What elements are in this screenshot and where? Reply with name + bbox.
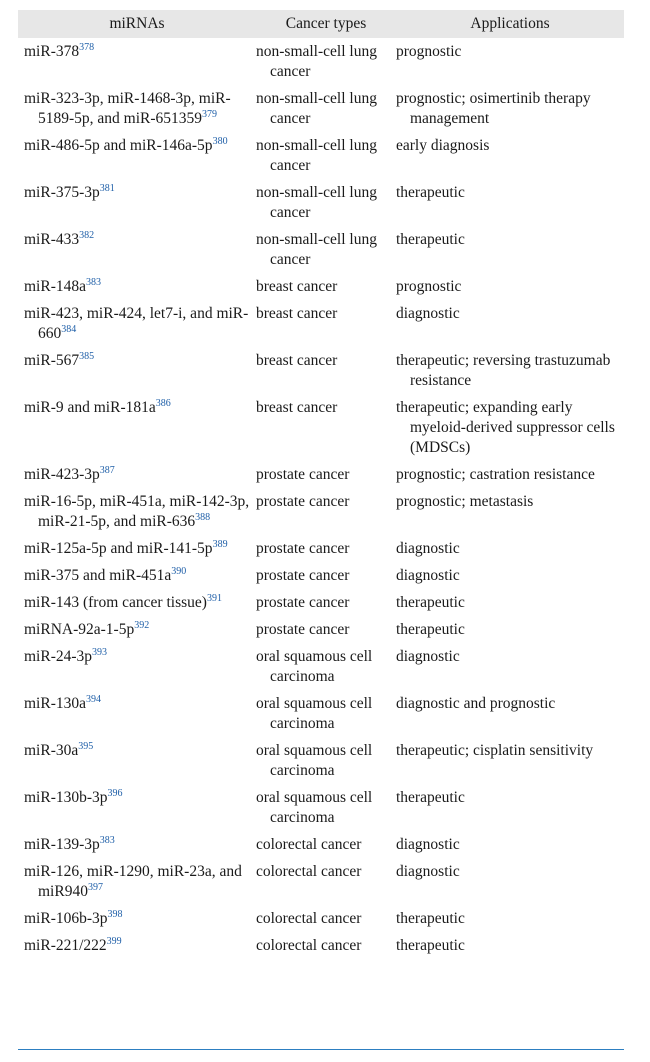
cell-application <box>396 690 624 737</box>
header-row <box>18 10 624 38</box>
reference-link[interactable]: 387 <box>99 464 115 476</box>
mirna-name: miR-130b-3p <box>24 789 108 806</box>
reference-link[interactable]: 386 <box>155 397 171 409</box>
reference-link[interactable]: 380 <box>212 135 228 147</box>
reference-link[interactable]: 396 <box>107 787 123 799</box>
mirna-text <box>24 835 250 855</box>
cell-application <box>396 38 624 85</box>
cell-mirna <box>18 589 256 616</box>
cell-application <box>396 737 624 784</box>
reference-link[interactable]: 394 <box>86 693 101 705</box>
mirna-text <box>24 593 250 613</box>
mirna-name: miR-106b-3p <box>24 910 108 927</box>
cell-application <box>396 347 624 394</box>
cell-mirna <box>18 690 256 737</box>
cancer-type-text: prostate cancer <box>256 621 350 638</box>
mirna-text <box>24 694 250 714</box>
reference-link[interactable]: 381 <box>99 182 115 194</box>
mirna-name: miR-378 <box>24 43 80 60</box>
cell-application <box>396 394 624 461</box>
table-row <box>18 690 624 737</box>
reference-link[interactable]: 391 <box>206 592 222 604</box>
cell-mirna <box>18 394 256 461</box>
table-row <box>18 394 624 461</box>
reference-link[interactable]: 399 <box>106 935 122 947</box>
mirna-text <box>24 230 250 250</box>
reference-link[interactable]: 393 <box>92 646 108 658</box>
mirna-text <box>24 398 250 418</box>
mirna-name: miR-423-3p <box>24 466 100 483</box>
mirna-name: miR-375 and miR-451a <box>24 567 172 584</box>
mirna-name: miR-126, miR-1290, miR-23a, and miR940 <box>24 863 242 900</box>
cell-mirna <box>18 461 256 488</box>
cancer-type-text: breast cancer <box>256 305 338 322</box>
mirna-text <box>24 277 250 297</box>
cell-application <box>396 273 624 300</box>
mirna-text <box>24 788 250 808</box>
cell-application <box>396 784 624 831</box>
header-mirnas: miRNAs <box>18 10 256 38</box>
table-row <box>18 616 624 643</box>
reference-link[interactable]: 382 <box>79 229 95 241</box>
table-row <box>18 85 624 132</box>
table-row <box>18 858 624 905</box>
cell-cancer-type <box>256 132 396 179</box>
table-row <box>18 737 624 784</box>
cell-cancer-type <box>256 38 396 85</box>
application-text: prognostic; castration resistance <box>396 466 595 483</box>
application-text: diagnostic <box>396 863 460 880</box>
mirna-text <box>24 136 250 156</box>
mirna-name: miR-143 (from cancer tissue) <box>24 594 207 611</box>
cell-mirna <box>18 643 256 690</box>
cancer-type-text: oral squamous cell carcinoma <box>256 789 373 826</box>
cancer-type-text: breast cancer <box>256 278 338 295</box>
cell-cancer-type <box>256 179 396 226</box>
application-text: therapeutic <box>396 937 465 954</box>
mirna-name: miRNA-92a-1-5p <box>24 621 135 638</box>
mirna-name: miR-30a <box>24 742 79 759</box>
cell-mirna <box>18 905 256 932</box>
cancer-type-text: colorectal cancer <box>256 836 362 853</box>
cell-application <box>396 535 624 562</box>
cancer-type-text: colorectal cancer <box>256 937 362 954</box>
mirna-name: miR-375-3p <box>24 184 100 201</box>
reference-link[interactable]: 388 <box>195 511 211 523</box>
mirna-text <box>24 620 250 640</box>
cell-application <box>396 179 624 226</box>
mirna-text <box>24 539 250 559</box>
table-row <box>18 488 624 535</box>
cancer-type-text: prostate cancer <box>256 567 350 584</box>
cell-cancer-type <box>256 535 396 562</box>
table-row <box>18 226 624 273</box>
application-text: therapeutic <box>396 621 465 638</box>
cancer-type-text: colorectal cancer <box>256 863 362 880</box>
cell-mirna <box>18 38 256 85</box>
table-row <box>18 132 624 179</box>
cell-mirna <box>18 132 256 179</box>
mirna-name: miR-423, miR-424, let7-i, and miR-660 <box>24 305 249 342</box>
table-row <box>18 932 624 959</box>
table-header <box>18 10 624 38</box>
cell-mirna <box>18 85 256 132</box>
cell-mirna <box>18 347 256 394</box>
reference-link[interactable]: 390 <box>171 565 187 577</box>
cell-cancer-type <box>256 643 396 690</box>
cell-mirna <box>18 737 256 784</box>
reference-link[interactable]: 385 <box>79 350 95 362</box>
cell-cancer-type <box>256 737 396 784</box>
cancer-type-text: non-small-cell lung cancer <box>256 137 377 174</box>
cell-application <box>396 932 624 959</box>
application-text: therapeutic <box>396 594 465 611</box>
cell-cancer-type <box>256 831 396 858</box>
application-text: diagnostic <box>396 540 460 557</box>
application-text: prognostic <box>396 43 462 60</box>
application-text: therapeutic <box>396 231 465 248</box>
mirna-name: miR-148a <box>24 278 86 295</box>
cell-mirna <box>18 273 256 300</box>
cell-mirna <box>18 300 256 347</box>
mirna-name: miR-24-3p <box>24 648 93 665</box>
mirna-name: miR-130a <box>24 695 86 712</box>
cell-cancer-type <box>256 905 396 932</box>
cell-cancer-type <box>256 273 396 300</box>
reference-link[interactable]: 392 <box>134 619 150 631</box>
application-text: prognostic; metastasis <box>396 493 534 510</box>
header-applications: Applications <box>396 10 624 38</box>
reference-link[interactable]: 389 <box>212 538 228 550</box>
cell-mirna <box>18 932 256 959</box>
mirna-name: miR-567 <box>24 352 80 369</box>
cancer-type-text: colorectal cancer <box>256 910 362 927</box>
cell-application <box>396 226 624 273</box>
mirna-name: miR-433 <box>24 231 80 248</box>
mirna-name: miR-16-5p, miR-451a, miR-142-3p, miR-21-5p, and miR-636 <box>24 493 250 530</box>
application-text: therapeutic <box>396 184 465 201</box>
cell-application <box>396 85 624 132</box>
cancer-type-text: oral squamous cell carcinoma <box>256 742 373 779</box>
application-text: therapeutic; expanding early myeloid-derived suppressor cells (MDSCs) <box>396 399 615 456</box>
application-text: therapeutic; reversing trastuzumab resistance <box>396 352 611 389</box>
cell-cancer-type <box>256 461 396 488</box>
reference-link[interactable]: 383 <box>99 834 115 846</box>
cancer-type-text: prostate cancer <box>256 466 350 483</box>
cell-cancer-type <box>256 300 396 347</box>
mirna-text <box>24 862 250 902</box>
cell-mirna <box>18 784 256 831</box>
cell-application <box>396 643 624 690</box>
mirna-name: miR-323-3p, miR-1468-3p, miR-5189-5p, and miR-651359 <box>24 90 231 127</box>
mirna-text <box>24 89 250 129</box>
table-row <box>18 562 624 589</box>
cell-application <box>396 858 624 905</box>
reference-link[interactable]: 379 <box>202 108 218 120</box>
mirna-name: miR-9 and miR-181a <box>24 399 156 416</box>
mirna-text <box>24 465 250 485</box>
cell-application <box>396 300 624 347</box>
application-text: diagnostic <box>396 305 460 322</box>
application-text: diagnostic <box>396 648 460 665</box>
cell-application <box>396 562 624 589</box>
mirna-text <box>24 936 250 956</box>
cancer-type-text: oral squamous cell carcinoma <box>256 695 373 732</box>
cell-mirna <box>18 562 256 589</box>
mirna-name: miR-125a-5p and miR-141-5p <box>24 540 213 557</box>
cell-cancer-type <box>256 85 396 132</box>
application-text: prognostic; osimertinib therapy management <box>396 90 591 127</box>
cell-application <box>396 589 624 616</box>
table-row <box>18 784 624 831</box>
cancer-type-text: breast cancer <box>256 399 338 416</box>
cell-application <box>396 616 624 643</box>
mirna-table <box>18 10 624 959</box>
reference-link[interactable]: 378 <box>79 41 95 53</box>
application-text: prognostic <box>396 278 462 295</box>
application-text: therapeutic <box>396 910 465 927</box>
table-row <box>18 905 624 932</box>
cell-cancer-type <box>256 690 396 737</box>
cell-application <box>396 488 624 535</box>
table-row <box>18 461 624 488</box>
table-row <box>18 300 624 347</box>
mirna-text <box>24 183 250 203</box>
cancer-type-text: prostate cancer <box>256 594 350 611</box>
cell-mirna <box>18 831 256 858</box>
application-text: diagnostic <box>396 836 460 853</box>
cell-cancer-type <box>256 616 396 643</box>
mirna-text <box>24 647 250 667</box>
application-text: therapeutic; cisplatin sensitivity <box>396 742 594 759</box>
mirna-text <box>24 42 250 62</box>
cell-cancer-type <box>256 226 396 273</box>
reference-link[interactable]: 395 <box>78 740 94 752</box>
table-row <box>18 38 624 85</box>
cancer-type-text: non-small-cell lung cancer <box>256 43 377 80</box>
table-row <box>18 179 624 226</box>
reference-link[interactable]: 384 <box>61 323 77 335</box>
cell-cancer-type <box>256 589 396 616</box>
mirna-name: miR-486-5p and miR-146a-5p <box>24 137 213 154</box>
cancer-type-text: non-small-cell lung cancer <box>256 184 377 221</box>
mirna-text <box>24 492 250 532</box>
table-row <box>18 589 624 616</box>
mirna-name: miR-221/222 <box>24 937 107 954</box>
mirna-text <box>24 741 250 761</box>
cell-mirna <box>18 616 256 643</box>
table-row <box>18 831 624 858</box>
application-text: diagnostic <box>396 567 460 584</box>
application-text: therapeutic <box>396 789 465 806</box>
cancer-type-text: prostate cancer <box>256 540 350 557</box>
mirna-text <box>24 566 250 586</box>
cancer-type-text: non-small-cell lung cancer <box>256 231 377 268</box>
cancer-type-text: oral squamous cell carcinoma <box>256 648 373 685</box>
table-row <box>18 347 624 394</box>
cancer-type-text: prostate cancer <box>256 493 350 510</box>
cell-cancer-type <box>256 488 396 535</box>
mirna-text <box>24 304 250 344</box>
reference-link[interactable]: 383 <box>86 276 101 288</box>
cell-cancer-type <box>256 858 396 905</box>
table-row <box>18 643 624 690</box>
cancer-type-text: breast cancer <box>256 352 338 369</box>
cell-mirna <box>18 226 256 273</box>
cell-cancer-type <box>256 347 396 394</box>
cell-cancer-type <box>256 932 396 959</box>
cell-cancer-type <box>256 784 396 831</box>
reference-link[interactable]: 398 <box>107 908 123 920</box>
application-text: diagnostic and prognostic <box>396 695 556 712</box>
table-row <box>18 273 624 300</box>
header-cancer-types: Cancer types <box>256 10 396 38</box>
table-body <box>18 38 624 959</box>
bottom-rule <box>18 1049 624 1050</box>
cell-mirna <box>18 488 256 535</box>
cell-application <box>396 831 624 858</box>
cell-cancer-type <box>256 562 396 589</box>
table-row <box>18 535 624 562</box>
application-text: early diagnosis <box>396 137 490 154</box>
cell-application <box>396 905 624 932</box>
mirna-text <box>24 351 250 371</box>
mirna-text <box>24 909 250 929</box>
cell-mirna <box>18 179 256 226</box>
cell-mirna <box>18 535 256 562</box>
mirna-name: miR-139-3p <box>24 836 100 853</box>
reference-link[interactable]: 397 <box>87 881 103 893</box>
cell-application <box>396 132 624 179</box>
cell-application <box>396 461 624 488</box>
cancer-type-text: non-small-cell lung cancer <box>256 90 377 127</box>
cell-cancer-type <box>256 394 396 461</box>
cell-mirna <box>18 858 256 905</box>
